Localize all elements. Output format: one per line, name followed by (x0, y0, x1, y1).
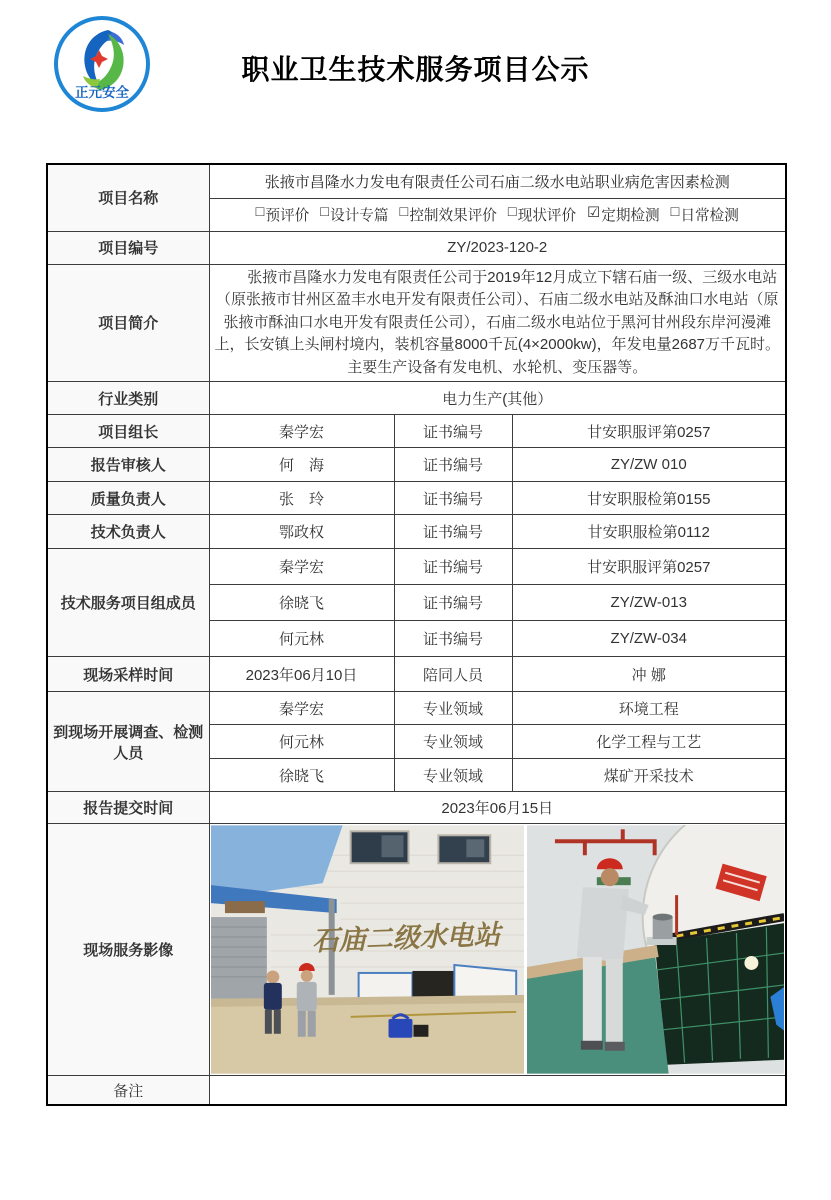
window-pane (466, 839, 484, 857)
service-type-option (256, 204, 310, 225)
small-sign (224, 901, 264, 913)
announcement-table (46, 163, 787, 1106)
checkbox-unchecked-icon: □ (320, 204, 330, 220)
cert-no-label: 证书编号 (394, 585, 512, 621)
ground (211, 999, 524, 1074)
service-type-label: 控制效果评价 (409, 208, 497, 224)
project-no-value: ZY/2023-120-2 (209, 231, 786, 264)
site-photos-label: 现场服务影像 (47, 824, 209, 1076)
companion-name: 冲 娜 (512, 657, 786, 692)
industry-value: 电力生产(其他） (209, 382, 786, 415)
logo-text: 正元安全 (75, 85, 129, 100)
site-photo-inspection (527, 825, 784, 1074)
service-type-option (671, 204, 739, 225)
service-type-label: 日常检测 (680, 208, 739, 224)
page-title: 职业卫生技术服务项目公示 (241, 54, 590, 85)
quality-director-cert: 甘安职服检第0155 (512, 482, 786, 515)
service-type-option-checked (587, 204, 659, 225)
service-type-row (209, 198, 786, 231)
service-type-option (508, 204, 576, 225)
site-photos-cell (209, 824, 786, 1076)
site-photo-building (211, 825, 524, 1074)
project-leader-cert: 甘安职服评第0257 (512, 415, 786, 448)
cert-no-label: 证书编号 (394, 549, 512, 585)
service-type-option (400, 204, 497, 225)
field-staff-field: 化学工程与工艺 (512, 725, 786, 759)
team-member-cert: 甘安职服评第0257 (512, 549, 786, 585)
checkbox-unchecked-icon: □ (255, 204, 265, 220)
report-reviewer-cert: ZY/ZW 010 (512, 448, 786, 482)
project-leader-label: 项目组长 (47, 415, 209, 448)
team-member-cert: ZY/ZW-013 (512, 585, 786, 621)
service-type-label: 现状评价 (517, 208, 577, 224)
report-submit-value: 2023年06月15日 (209, 792, 786, 824)
field-staff-name: 秦学宏 (209, 692, 394, 725)
service-type-label: 预评价 (265, 208, 310, 224)
project-intro-value: 张掖市昌隆水力发电有限责任公司于2019年12月成立下辖石庙一级、三级水电站（原张掖市甘州区盈丰水电开发有限责任公司）、石庙二级水电站及酥油口水电站（原张掖市酥油口水电开发有限责任公司），石庙二级水电站位于黑河甘州段东岸河漫滩上，长安镇上头闸村境内，装机容量8000千瓦(4×2000kw)，年发电量2687万千瓦时。主要生产设备有发电机、水轮机、变压器等。 (209, 264, 786, 382)
field-staff-field: 煤矿开采技术 (512, 759, 786, 792)
team-member-cert: ZY/ZW-034 (512, 621, 786, 657)
field-label: 专业领域 (394, 725, 512, 759)
report-reviewer-label: 报告审核人 (47, 448, 209, 482)
roller-shutter (211, 917, 267, 999)
cert-no-label: 证书编号 (394, 448, 512, 482)
team-member-name: 徐晓飞 (209, 585, 394, 621)
pit-lamp (744, 956, 758, 970)
building-name-sign: 石庙二级水电站 (311, 919, 501, 957)
team-member-name: 秦学宏 (209, 549, 394, 585)
checkbox-checked-icon: ☑ (587, 205, 601, 221)
remark-label: 备注 (47, 1076, 209, 1106)
team-member-name: 何元林 (209, 621, 394, 657)
checkbox-unchecked-icon: □ (399, 204, 409, 220)
remark-value (209, 1076, 786, 1106)
project-intro-label: 项目简介 (47, 264, 209, 382)
checkbox-unchecked-icon: □ (507, 204, 517, 220)
project-name-label: 项目名称 (47, 164, 209, 231)
field-label: 专业领域 (394, 692, 512, 725)
field-label: 专业领域 (394, 759, 512, 792)
project-no-label: 项目编号 (47, 231, 209, 264)
cert-no-label: 证书编号 (394, 515, 512, 549)
service-type-option (320, 204, 388, 225)
field-staff-field: 环境工程 (512, 692, 786, 725)
quality-director-label: 质量负责人 (47, 482, 209, 515)
technical-director-label: 技术负责人 (47, 515, 209, 549)
report-reviewer-name: 何 海 (209, 448, 394, 482)
field-staff-label: 到现场开展调查、检测人员 (47, 692, 209, 792)
cert-no-label: 证书编号 (394, 621, 512, 657)
checkbox-unchecked-icon: □ (670, 204, 680, 220)
service-type-label: 定期检测 (601, 208, 660, 224)
service-type-label: 设计专篇 (330, 208, 389, 224)
technical-director-cert: 甘安职服检第0112 (512, 515, 786, 549)
sampling-date: 2023年06月10日 (209, 657, 394, 692)
report-submit-label: 报告提交时间 (47, 792, 209, 824)
industry-label: 行业类别 (47, 382, 209, 415)
companion-label: 陪同人员 (394, 657, 512, 692)
project-name-value: 张掖市昌隆水力发电有限责任公司石庙二级水电站职业病危害因素检测 (209, 164, 786, 198)
technical-director-name: 鄂政权 (209, 515, 394, 549)
cert-no-label: 证书编号 (394, 415, 512, 448)
project-leader-name: 秦学宏 (209, 415, 394, 448)
quality-director-name: 张 玲 (209, 482, 394, 515)
window-pane (381, 835, 403, 857)
sampling-time-label: 现场采样时间 (47, 657, 209, 692)
team-label: 技术服务项目组成员 (47, 549, 209, 657)
field-staff-name: 徐晓飞 (209, 759, 394, 792)
field-staff-name: 何元林 (209, 725, 394, 759)
cert-no-label: 证书编号 (394, 482, 512, 515)
